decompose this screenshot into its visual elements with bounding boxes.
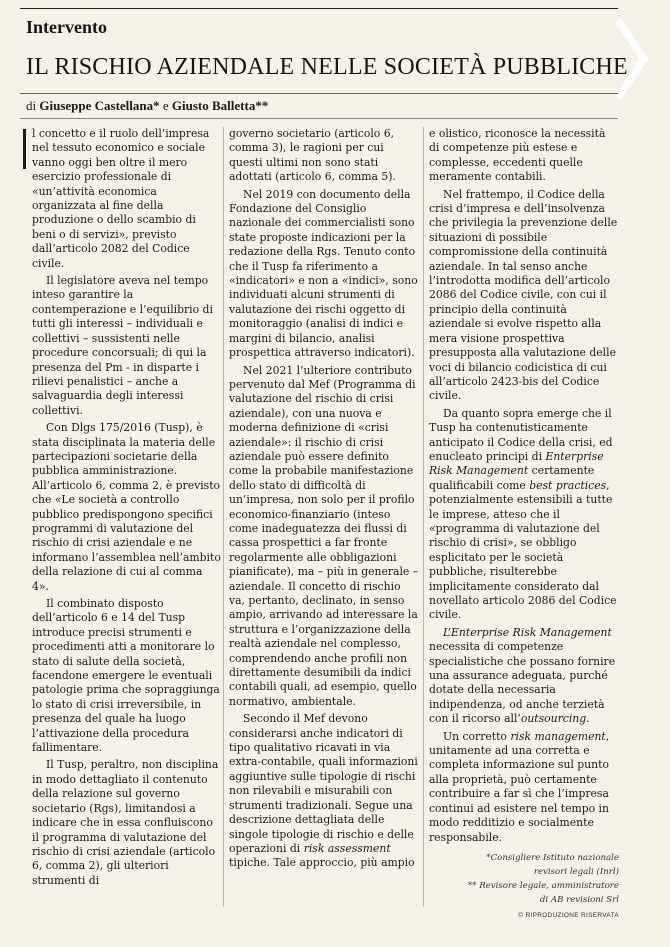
paragraph: Il legislatore aveva nel tempo inteso garantire la contemperazione e l’equilibrio di tutti gli interessi – individuali e collettivi – sussistenti nelle procedure concorsuali; di qui la presenza del Pm - in disparte i rilievi penalistici – anche a salvaguardia degli interessi collettivi.	[32, 274, 213, 417]
text-run: necessita di competenze specialistiche che possano fornire una assurance adeguata, purché dotate della necessaria indipendenza, od anche terzietà con il ricorso all’	[429, 640, 616, 726]
paragraph: Con Dlgs 175/2016 (Tusp), è stata disciplinata la materia delle partecipazioni societarie della pubblica amministrazione. All’articolo 6, comma 2, è previsto che «Le società a controllo pubblico predispongono specifici programmi di valutazione del rischio di crisi aziendale e ne informano l’assemblea nell’ambito della relazione di cui al comma 4».	[32, 421, 221, 593]
note-line: di AB revisioni Srl	[539, 894, 619, 905]
byline-prefix: di	[26, 98, 40, 113]
emphasis: Enterprise Risk Management	[451, 625, 612, 639]
emphasis: best practices	[529, 478, 607, 492]
emphasis: risk assessment	[303, 841, 391, 855]
paragraph	[429, 730, 619, 845]
paragraph	[229, 712, 419, 870]
top-rule	[20, 8, 618, 9]
column-divider	[423, 127, 424, 907]
section-label: Intervento	[26, 17, 107, 37]
byline-rule	[20, 118, 618, 119]
paragraph: Il Tusp, peraltro, non disciplina in modo dettagliato il contenuto della relazione sul governo societario (Rgs), limitandosi a indicare che in essa confluiscono il programma di valutazione del rischio di crisi aziendale (articolo 6, comma 2), gli ulteriori strumenti di	[32, 758, 219, 887]
headline-rule	[20, 93, 618, 94]
paragraph: governo societario (articolo 6, comma 3), le ragioni per cui questi ultimi non sono stati adottati (articolo 6, comma 5).	[229, 127, 396, 184]
note-line: ** Revisore legale, amministratore	[467, 880, 619, 891]
note-line: revisori legali (Inrl)	[533, 866, 619, 877]
drop-cap-bar	[23, 129, 26, 169]
paragraph: e olistico, riconosce la necessità di competenze più estese e complesse, eccedenti quelle meramente contabili.	[429, 127, 606, 184]
text-run: Da quanto sopra emerge che il Tusp ha contenutisticamente anticipato il Codice della crisi, ed enucleato principi di	[429, 406, 613, 463]
column-2	[229, 127, 419, 874]
paragraph: Il combinato disposto dell’articolo 6 e 14 del Tusp introduce precisi strumenti e procedimenti atti a monitorare lo stato di salute della società, facendone emergere le eventuali patologie prima che sopraggiunga lo stato di crisi irreversibile, in presenza del quale ha luogo l’attivazione della procedura fallimentare.	[32, 597, 220, 755]
byline-conj: e	[159, 98, 172, 113]
author-2: Giusto Balletta**	[171, 98, 269, 113]
text-run: certamente qualificabili come	[429, 464, 595, 492]
paragraph: Nel frattempo, il Codice della crisi d’impresa e dell’insolvenza che privilegia la prevenzione delle situazioni di possibile compromissione della continuità aziendale. In tal senso anche l’introdotta modifica dell’articolo 2086 del Codice civile, con cui il principio della continuità aziendale si evolve rispetto alla mera visione prospettiva presupposta alla valutazione delle voci di bilancio codicistica di cui all’articolo 2423-bis del Codice civile.	[429, 187, 618, 403]
column-1	[32, 127, 222, 891]
paragraph: Nel 2019 con documento della Fondazione del Consiglio nazionale dei commercialisti sono state proposte indicazioni per la redazione della Rgs. Tenuto conto che il Tusp fa riferimento a «indicatori» e non a «indici», sono individuati alcuni strumenti di valutazione dei rischi oggetto di monitoraggio (analisi di indici e margini di bilancio, analisi prospettica attraverso indicatori).	[229, 187, 418, 360]
note-line: *Consigliere Istituto nazionale	[486, 852, 619, 863]
text-run: tipiche. Tale approccio, più ampio	[229, 856, 415, 870]
emphasis: outsourcing	[520, 712, 587, 726]
emphasis: risk management	[510, 729, 606, 743]
text-run: , unitamente ad una corretta e completa informazione sul punto alla proprietà, può certamente contribuire a far sì che l’impresa continui ad esistere nel tempo in modo redditizio e socialmente responsabile.	[429, 729, 610, 844]
text-run: , potenzialmente estensibili a tutte le imprese, atteso che il «programma di valutazione del rischio di crisi», se obbligo esplicitato per le società pubbliche, risulterebbe implicitamente considerato dal novellato articolo 2086 del Codice civile.	[429, 478, 617, 622]
paragraph: l concetto e il ruolo dell’impresa nel tessuto economico e sociale vanno oggi ben oltre il mero esercizio professionale di «un’attività economica organizzata al fine della produzione o dello scambio di beni o di servizi», previsto dall’articolo 2082 del Codice civile.	[32, 127, 210, 270]
paragraph	[429, 626, 619, 727]
text-run: Un corretto	[443, 729, 511, 743]
column-3	[429, 127, 619, 923]
copyright-notice: © RIPRODUZIONE RISERVATA	[518, 911, 619, 919]
author-1: Giuseppe Castellana*	[39, 98, 160, 113]
emphasis: Enterprise Risk Management	[429, 449, 604, 478]
author-notes	[429, 851, 619, 907]
byline	[26, 98, 268, 114]
paragraph: Nel 2021 l’ulteriore contributo pervenuto dal Mef (Programma di valutazione del rischio di crisi aziendale), con una nuova e moderna definizione di «crisi aziendale»: il rischio di crisi aziendale può essere definito come la probabile manifestazione dello stato di difficoltà di un’impresa, non solo per il profilo economico-finanziario (inteso come inadeguatezza dei flussi di cassa prospettici a far fronte regolarmente alle obbligazioni pianificate), ma – più in generale – aziendale. Il concetto di rischio va, pertanto, declinato, in senso ampio, arrivando ad interessare la struttura e l’organizzazione della realtà aziendale nel complesso, comprendendo anche profili non direttamente desumibili da indici contabili quali, ad esempio, quello normativo, ambientale.	[229, 363, 419, 708]
text-run: Secondo il Mef devono considerarsi anche indicatori di tipo qualitativo ricavati in via extra-contabile, quali informazioni aggiuntive sulle tipologie di rischi non rilevabili e misurabili con strumenti tradizionali. Segue una descrizione dettagliata delle singole tipologie di rischio e delle operazioni di	[229, 712, 418, 855]
column-divider	[223, 127, 224, 907]
paragraph	[429, 407, 619, 623]
text-run: .	[586, 712, 590, 726]
emphasis: L’	[443, 625, 452, 639]
headline: IL RISCHIO AZIENDALE NELLE SOCIETÀ PUBBLICHE	[26, 54, 628, 80]
